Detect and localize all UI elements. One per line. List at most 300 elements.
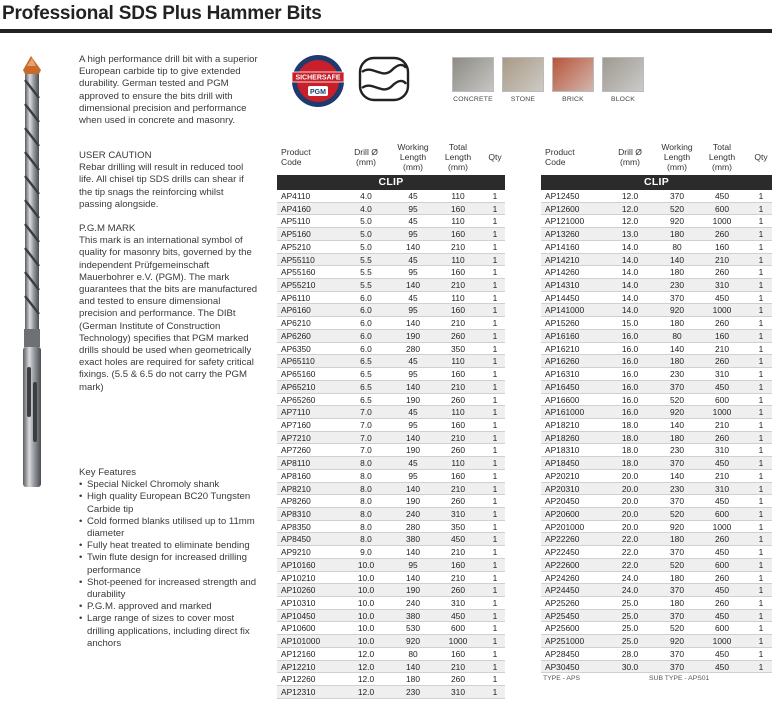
footer-subtype: SUB TYPE - APS01 <box>649 675 710 683</box>
cell-qty: 1 <box>492 674 498 685</box>
product-table-left <box>277 141 505 699</box>
cell-working-length: 45 <box>408 458 418 469</box>
table-row <box>277 292 505 305</box>
header-total-length: Total Length (mm) <box>708 142 736 173</box>
cell-qty: 1 <box>758 572 764 583</box>
cell-product-code: AP24450 <box>545 585 580 596</box>
cell-drill-diameter: 10.0 <box>357 585 375 596</box>
cell-qty: 1 <box>758 521 764 532</box>
table-row <box>277 279 505 292</box>
table-row <box>277 572 505 585</box>
material-swatch-image <box>502 57 544 92</box>
cell-total-length: 160 <box>715 241 729 252</box>
cell-drill-diameter: 8.0 <box>360 483 372 494</box>
cell-product-code: AP16210 <box>545 343 580 354</box>
table-row <box>277 584 505 597</box>
cell-drill-diameter: 10.0 <box>357 623 375 634</box>
cell-drill-diameter: 10.0 <box>357 598 375 608</box>
key-features-section <box>79 467 259 650</box>
table-row <box>541 266 772 279</box>
cell-qty: 1 <box>492 458 498 469</box>
cell-qty: 1 <box>758 598 764 608</box>
cell-total-length: 210 <box>451 661 465 672</box>
cell-qty: 1 <box>758 547 764 558</box>
cell-qty: 1 <box>492 394 498 405</box>
cell-total-length: 600 <box>715 623 729 634</box>
cell-drill-diameter: 20.0 <box>621 470 639 481</box>
table-row <box>541 483 772 496</box>
cell-qty: 1 <box>758 381 764 392</box>
cell-product-code: AP22450 <box>545 547 580 558</box>
cell-total-length: 110 <box>451 191 465 201</box>
cell-total-length: 210 <box>715 419 729 430</box>
seal-label-bottom: PGM <box>310 89 326 96</box>
cell-total-length: 260 <box>451 585 465 596</box>
cell-total-length: 160 <box>451 648 465 659</box>
twin-flute-icon <box>356 54 412 104</box>
cell-total-length: 110 <box>451 216 465 227</box>
cell-drill-diameter: 16.0 <box>621 407 639 418</box>
cell-qty: 1 <box>758 330 764 341</box>
cell-total-length: 160 <box>451 267 465 278</box>
cell-product-code: AP14160 <box>545 241 580 252</box>
cell-product-code: AP8210 <box>281 483 311 494</box>
cell-qty: 1 <box>492 292 498 303</box>
table-row <box>277 406 505 419</box>
table-row <box>541 406 772 419</box>
cell-drill-diameter: 12.0 <box>621 203 639 214</box>
cell-total-length: 110 <box>451 292 465 303</box>
cell-total-length: 260 <box>715 432 729 443</box>
table-row <box>277 432 505 445</box>
cell-working-length: 280 <box>406 521 420 532</box>
cell-total-length: 210 <box>451 483 465 494</box>
material-label: CONCRETE <box>453 96 493 103</box>
cell-total-length: 260 <box>451 330 465 341</box>
cell-total-length: 260 <box>451 496 465 507</box>
table-row <box>541 394 772 407</box>
cell-qty: 1 <box>492 254 498 265</box>
header-qty: Qty <box>488 152 502 162</box>
table-row <box>277 495 505 508</box>
cell-working-length: 920 <box>406 636 420 647</box>
cell-drill-diameter: 24.0 <box>621 572 639 583</box>
cell-working-length: 180 <box>670 598 684 608</box>
table-row <box>541 584 772 597</box>
cell-working-length: 140 <box>406 381 420 392</box>
table-row <box>541 648 772 661</box>
cell-total-length: 1000 <box>712 407 732 418</box>
clip-banner: CLIP <box>541 175 772 190</box>
cell-total-length: 210 <box>451 241 465 252</box>
cell-working-length: 140 <box>406 661 420 672</box>
cell-working-length: 230 <box>406 687 420 698</box>
cell-qty: 1 <box>492 343 498 354</box>
cell-product-code: AP10260 <box>281 585 316 596</box>
material-swatch-image <box>552 57 594 92</box>
cell-drill-diameter: 20.0 <box>621 496 639 507</box>
table-row <box>277 457 505 470</box>
cell-product-code: AP5160 <box>281 229 311 240</box>
cell-qty: 1 <box>758 216 764 227</box>
cell-product-code: AP6260 <box>281 330 311 341</box>
cell-product-code: AP22260 <box>545 534 580 545</box>
cell-total-length: 1000 <box>712 305 732 316</box>
table-row <box>541 622 772 635</box>
cell-working-length: 95 <box>408 267 418 278</box>
cell-drill-diameter: 22.0 <box>621 559 639 570</box>
table-row <box>277 559 505 572</box>
cell-product-code: AP20310 <box>545 483 580 494</box>
cell-product-code: AP7160 <box>281 419 311 430</box>
cell-total-length: 210 <box>451 381 465 392</box>
cell-working-length: 45 <box>408 216 418 227</box>
cell-drill-diameter: 10.0 <box>357 559 375 570</box>
table-row <box>277 317 505 330</box>
cell-qty: 1 <box>492 432 498 443</box>
cell-product-code: AP18260 <box>545 432 580 443</box>
material-stone <box>502 57 544 103</box>
cell-qty: 1 <box>758 470 764 481</box>
cell-working-length: 190 <box>406 496 420 507</box>
cell-total-length: 310 <box>451 598 465 608</box>
key-feature-item: • Large range of sizes to cover most drilling applications, including direct fix anchors <box>79 613 259 650</box>
cell-drill-diameter: 28.0 <box>621 648 639 659</box>
cell-drill-diameter: 6.0 <box>360 318 372 329</box>
cell-qty: 1 <box>758 483 764 494</box>
cell-qty: 1 <box>492 203 498 214</box>
cell-total-length: 210 <box>451 318 465 329</box>
cell-total-length: 450 <box>715 191 729 201</box>
caution-text: Rebar drilling will result in reduced tool life. All chisel tip SDS drills can shear if the tip snags the reinforcing whilst passing alongside. <box>79 162 244 210</box>
table-row <box>541 190 772 203</box>
key-features-heading: Key Features <box>79 467 137 478</box>
cell-drill-diameter: 5.5 <box>360 254 372 265</box>
cell-product-code: AP20210 <box>545 470 580 481</box>
cell-working-length: 180 <box>670 229 684 240</box>
cell-product-code: AP7260 <box>281 445 311 456</box>
table-header-right <box>541 141 772 175</box>
cell-product-code: AP8160 <box>281 470 311 481</box>
table-row <box>541 419 772 432</box>
table-row <box>277 190 505 203</box>
table-row <box>541 546 772 559</box>
cell-qty: 1 <box>758 318 764 329</box>
cell-working-length: 140 <box>670 470 684 481</box>
cell-drill-diameter: 18.0 <box>621 458 639 469</box>
cell-drill-diameter: 9.0 <box>360 547 372 558</box>
material-brick <box>552 57 594 103</box>
table-row <box>277 533 505 546</box>
cell-working-length: 370 <box>670 585 684 596</box>
cell-working-length: 140 <box>406 483 420 494</box>
cell-qty: 1 <box>492 280 498 291</box>
table-rows-left <box>277 190 505 699</box>
cell-total-length: 260 <box>715 356 729 367</box>
cell-working-length: 95 <box>408 305 418 316</box>
table-row <box>541 521 772 534</box>
cell-product-code: AP65110 <box>281 356 315 367</box>
cell-drill-diameter: 10.0 <box>357 636 375 647</box>
cell-drill-diameter: 14.0 <box>621 241 639 252</box>
table-row <box>541 292 772 305</box>
cell-qty: 1 <box>758 356 764 367</box>
cell-product-code: AP6210 <box>281 318 311 329</box>
cell-qty: 1 <box>492 572 498 583</box>
cell-drill-diameter: 6.0 <box>360 343 372 354</box>
cell-drill-diameter: 6.0 <box>360 305 372 316</box>
cell-drill-diameter: 10.0 <box>357 610 375 621</box>
cell-qty: 1 <box>492 687 498 698</box>
table-row <box>541 368 772 381</box>
cell-qty: 1 <box>492 330 498 341</box>
cell-total-length: 450 <box>715 648 729 659</box>
cell-qty: 1 <box>758 458 764 469</box>
cell-qty: 1 <box>758 292 764 303</box>
material-swatch-image <box>602 57 644 92</box>
cell-drill-diameter: 12.0 <box>357 687 375 698</box>
cell-drill-diameter: 25.0 <box>621 598 639 608</box>
clip-banner: CLIP <box>277 175 505 190</box>
material-label: BRICK <box>562 96 584 103</box>
table-row <box>277 648 505 661</box>
cell-total-length: 450 <box>715 496 729 507</box>
table-row <box>541 381 772 394</box>
cell-qty: 1 <box>492 610 498 621</box>
cell-total-length: 110 <box>451 254 465 265</box>
cell-drill-diameter: 5.0 <box>360 216 372 227</box>
cell-working-length: 190 <box>406 445 420 456</box>
material-swatch-image <box>452 57 494 92</box>
cell-qty: 1 <box>758 636 764 647</box>
table-row <box>277 355 505 368</box>
cell-product-code: AP55210 <box>281 280 316 291</box>
header-product-code: Product Code <box>281 147 311 168</box>
cell-drill-diameter: 16.0 <box>621 343 639 354</box>
table-row <box>541 317 772 330</box>
cell-product-code: AP18210 <box>545 419 580 430</box>
table-header-left <box>277 141 505 175</box>
cell-qty: 1 <box>492 191 498 201</box>
cell-qty: 1 <box>492 356 498 367</box>
cell-total-length: 310 <box>715 369 729 380</box>
cell-product-code: AP16310 <box>545 369 580 380</box>
cell-working-length: 530 <box>406 623 420 634</box>
cell-total-length: 450 <box>715 458 729 469</box>
cell-drill-diameter: 13.0 <box>621 229 639 240</box>
cell-product-code: AP12260 <box>281 674 316 685</box>
cell-qty: 1 <box>492 585 498 596</box>
cell-total-length: 260 <box>451 445 465 456</box>
cell-total-length: 1000 <box>448 636 468 647</box>
table-row <box>541 533 772 546</box>
cell-drill-diameter: 16.0 <box>621 330 639 341</box>
cell-total-length: 210 <box>451 432 465 443</box>
cell-product-code: AP201000 <box>545 521 585 532</box>
cell-total-length: 450 <box>715 610 729 621</box>
table-row <box>541 470 772 483</box>
cell-qty: 1 <box>492 534 498 545</box>
cell-product-code: AP12450 <box>545 191 580 201</box>
cell-working-length: 180 <box>670 534 684 545</box>
cell-total-length: 210 <box>715 470 729 481</box>
cell-qty: 1 <box>758 254 764 265</box>
table-row <box>277 228 505 241</box>
cell-total-length: 210 <box>451 547 465 558</box>
cell-qty: 1 <box>758 419 764 430</box>
cell-working-length: 180 <box>670 432 684 443</box>
cell-qty: 1 <box>758 496 764 507</box>
cell-qty: 1 <box>758 229 764 240</box>
cell-working-length: 190 <box>406 330 420 341</box>
header-working-length: Working Length (mm) <box>397 142 429 173</box>
cell-working-length: 45 <box>408 407 418 418</box>
cell-qty: 1 <box>492 216 498 227</box>
header-drill-diameter: Drill Ø (mm) <box>354 147 378 168</box>
cell-qty: 1 <box>492 407 498 418</box>
cell-product-code: AP8350 <box>281 521 311 532</box>
cell-drill-diameter: 16.0 <box>621 369 639 380</box>
key-feature-item: • Twin flute design for increased drilling performance <box>79 552 259 576</box>
cell-drill-diameter: 10.0 <box>357 572 375 583</box>
table-row <box>541 279 772 292</box>
cell-drill-diameter: 14.0 <box>621 254 639 265</box>
cell-working-length: 370 <box>670 648 684 659</box>
material-label: STONE <box>510 96 536 103</box>
cell-qty: 1 <box>758 305 764 316</box>
cell-total-length: 210 <box>451 572 465 583</box>
cell-product-code: AP14450 <box>545 292 580 303</box>
cell-total-length: 160 <box>451 419 465 430</box>
table-row <box>541 330 772 343</box>
table-row <box>277 686 505 699</box>
cell-qty: 1 <box>492 623 498 634</box>
cell-qty: 1 <box>492 559 498 570</box>
table-row <box>277 215 505 228</box>
cell-qty: 1 <box>492 229 498 240</box>
cell-qty: 1 <box>758 267 764 278</box>
cell-drill-diameter: 15.0 <box>621 318 639 329</box>
page-title: Professional SDS Plus Hammer Bits <box>2 3 322 24</box>
cell-working-length: 920 <box>670 521 684 532</box>
cell-working-length: 370 <box>670 547 684 558</box>
cell-drill-diameter: 12.0 <box>357 661 375 672</box>
cell-drill-diameter: 30.0 <box>621 661 639 672</box>
table-row <box>541 228 772 241</box>
cell-qty: 1 <box>758 559 764 570</box>
cell-product-code: AP4110 <box>281 191 311 201</box>
table-row <box>541 444 772 457</box>
cell-working-length: 190 <box>406 585 420 596</box>
cell-working-length: 140 <box>670 419 684 430</box>
pgm-mark-section <box>79 223 259 394</box>
cell-product-code: AP5210 <box>281 241 311 252</box>
cell-product-code: AP25260 <box>545 598 580 608</box>
table-row <box>277 470 505 483</box>
cell-qty: 1 <box>492 661 498 672</box>
table-row <box>277 521 505 534</box>
cell-qty: 1 <box>758 585 764 596</box>
cell-product-code: AP30450 <box>545 661 580 672</box>
table-row <box>541 508 772 521</box>
cell-product-code: AP7110 <box>281 407 311 418</box>
table-row <box>277 508 505 521</box>
cell-drill-diameter: 16.0 <box>621 394 639 405</box>
caution-heading: USER CAUTION <box>79 150 152 161</box>
cell-qty: 1 <box>492 496 498 507</box>
drill-bit-image <box>14 52 50 492</box>
cell-working-length: 230 <box>670 445 684 456</box>
cell-working-length: 520 <box>670 508 684 519</box>
table-row <box>277 661 505 674</box>
cell-working-length: 45 <box>408 254 418 265</box>
cell-working-length: 370 <box>670 610 684 621</box>
cell-product-code: AP12210 <box>281 661 316 672</box>
cell-product-code: AP161000 <box>545 407 585 418</box>
table-row <box>277 622 505 635</box>
cell-total-length: 600 <box>715 508 729 519</box>
cell-working-length: 140 <box>406 280 420 291</box>
table-row <box>277 444 505 457</box>
user-caution-section <box>79 150 259 211</box>
cell-total-length: 160 <box>451 559 465 570</box>
table-row <box>277 635 505 648</box>
cell-qty: 1 <box>492 508 498 519</box>
cell-product-code: AP18310 <box>545 445 580 456</box>
cell-product-code: AP9210 <box>281 547 311 558</box>
cell-drill-diameter: 7.0 <box>360 419 372 430</box>
seal-label-top: SICHERSAFE <box>295 74 341 82</box>
cell-drill-diameter: 14.0 <box>621 267 639 278</box>
cell-total-length: 260 <box>451 674 465 685</box>
material-swatches <box>452 57 644 103</box>
cell-total-length: 210 <box>715 254 729 265</box>
cell-product-code: AP8110 <box>281 458 311 469</box>
cell-product-code: AP101000 <box>281 636 321 647</box>
cell-working-length: 920 <box>670 305 684 316</box>
cell-working-length: 380 <box>406 610 420 621</box>
cell-qty: 1 <box>492 318 498 329</box>
cell-total-length: 600 <box>715 559 729 570</box>
cell-drill-diameter: 6.5 <box>360 356 372 367</box>
cell-product-code: AP8260 <box>281 496 311 507</box>
cell-drill-diameter: 12.0 <box>621 216 639 227</box>
cell-product-code: AP18450 <box>545 458 580 469</box>
cell-product-code: AP16160 <box>545 330 580 341</box>
table-row <box>541 572 772 585</box>
description-text: A high performance drill bit with a superior European carbide tip to give extended durability. German tested and PGM approved to ensure the bits drill with dimensional precision and performance when used in concrete and masonry. <box>79 54 258 127</box>
cell-total-length: 110 <box>451 458 465 469</box>
cell-product-code: AP20600 <box>545 508 580 519</box>
key-feature-item: • Special Nickel Chromoly shank <box>79 479 259 491</box>
cell-product-code: AP25450 <box>545 610 580 621</box>
cell-working-length: 180 <box>406 674 420 685</box>
cell-working-length: 240 <box>406 598 420 608</box>
cell-working-length: 920 <box>670 216 684 227</box>
cell-total-length: 310 <box>451 508 465 519</box>
table-row <box>277 419 505 432</box>
cell-total-length: 600 <box>451 623 465 634</box>
cell-product-code: AP55110 <box>281 254 315 265</box>
footer-type: TYPE - APS <box>543 675 581 683</box>
cell-drill-diameter: 25.0 <box>621 610 639 621</box>
cell-drill-diameter: 18.0 <box>621 419 639 430</box>
cell-working-length: 520 <box>670 623 684 634</box>
cell-product-code: AP20450 <box>545 496 580 507</box>
cell-working-length: 190 <box>406 394 420 405</box>
cell-total-length: 450 <box>451 610 465 621</box>
cell-working-length: 95 <box>408 229 418 240</box>
